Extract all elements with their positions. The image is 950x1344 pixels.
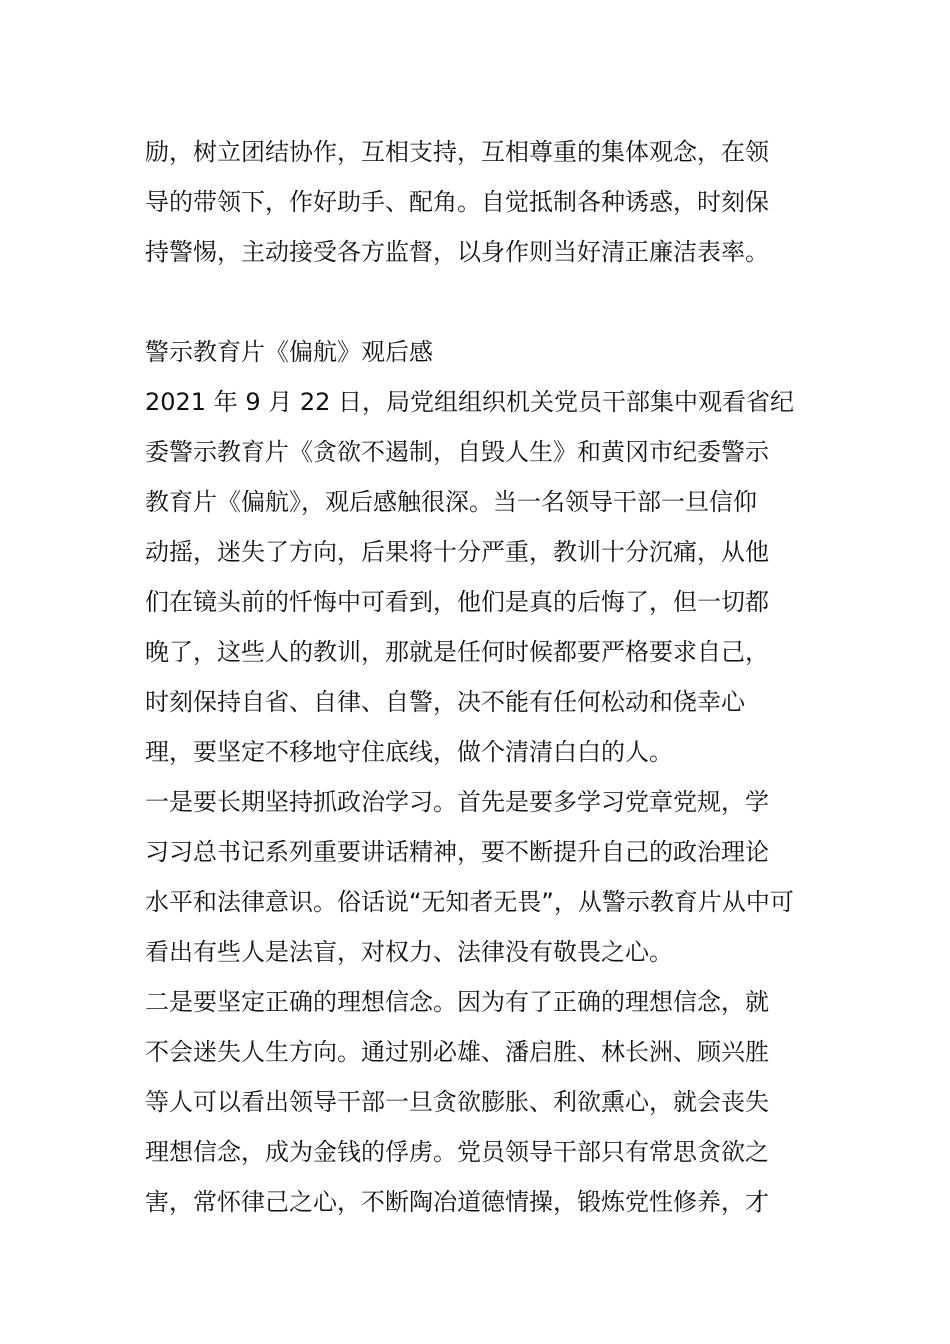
- text-line: 害，常怀律己之心，不断陶冶道德情操，锻炼党性修养，才: [145, 1188, 769, 1216]
- text-line: 二是要坚定正确的理想信念。因为有了正确的理想信念，就: [145, 988, 769, 1016]
- intro-paragraph: [145, 377, 815, 777]
- text-line: 一是要长期坚持抓政治学习。首先是要多学习党章党规，学: [145, 788, 769, 816]
- text-line: 2021 年 9 月 22 日，局党组组织机关党员干部集中观看省纪: [145, 388, 795, 416]
- text-line: 委警示教育片《贪欲不遏制，自毁人生》和黄冈市纪委警示: [145, 438, 769, 466]
- point-two-paragraph: [145, 977, 815, 1227]
- text-line: 看出有些人是法盲，对权力、法律没有敬畏之心。: [145, 938, 673, 966]
- text-line: 水平和法律意识。俗话说“无知者无畏”，从警示教育片从中可: [145, 888, 794, 916]
- text-line: 理，要坚定不移地守住底线，做个清清白白的人。: [145, 738, 673, 766]
- text-line: 等人可以看出领导干部一旦贪欲膨胀、利欲熏心，就会丧失: [145, 1088, 769, 1116]
- section-title: 警示教育片《偏航》观后感: [145, 338, 433, 366]
- text-line: 不会迷失人生方向。通过别必雄、潘启胜、林长洲、顾兴胜: [145, 1038, 769, 1066]
- text-line: 理想信念，成为金钱的俘虏。党员领导干部只有常思贪欲之: [145, 1138, 769, 1166]
- text-line: 习习总书记系列重要讲话精神，要不断提升自己的政治理论: [145, 838, 769, 866]
- text-line: 持警惕，主动接受各方监督，以身作则当好清正廉洁表率。: [145, 238, 769, 266]
- text-line: 们在镜头前的忏悔中可看到，他们是真的后悔了，但一切都: [145, 588, 769, 616]
- text-line: 导的带领下，作好助手、配角。自觉抵制各种诱惑，时刻保: [145, 188, 769, 216]
- text-line: 动摇，迷失了方向，后果将十分严重，教训十分沉痛，从他: [145, 538, 769, 566]
- point-one-paragraph: [145, 777, 815, 977]
- text-line: 晚了，这些人的教训，那就是任何时候都要严格要求自己，: [145, 638, 769, 666]
- text-line: 励，树立团结协作，互相支持，互相尊重的集体观念，在领: [145, 138, 769, 166]
- text-line: 时刻保持自省、自律、自警，决不能有任何松动和侥幸心: [145, 688, 745, 716]
- continued-paragraph: [145, 127, 815, 277]
- article-body: [145, 327, 815, 1227]
- text-line: 教育片《偏航》，观后感触很深。当一名领导干部一旦信仰: [145, 488, 757, 516]
